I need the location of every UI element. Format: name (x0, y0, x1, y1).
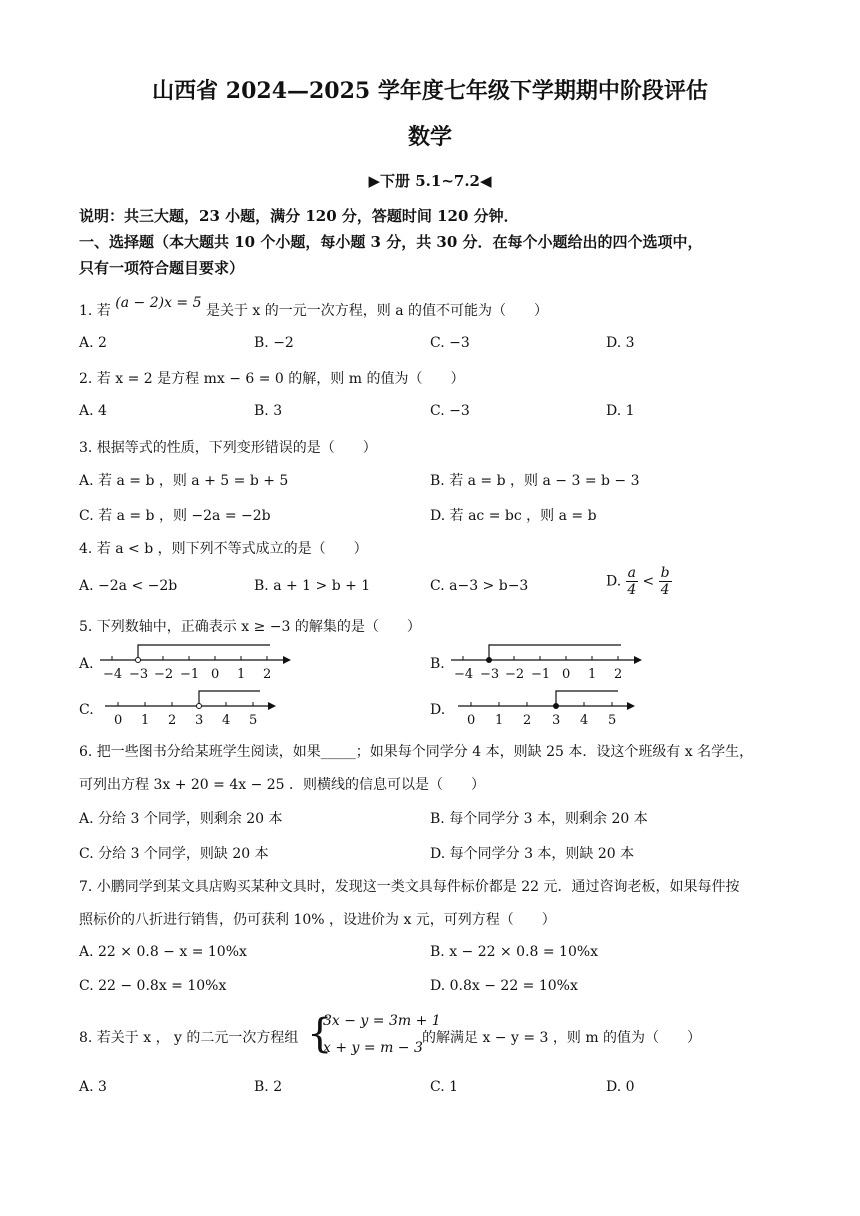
svg-text:2: 2 (614, 667, 623, 682)
q3-option-c[interactable]: C. 若 a = b ，则 −2a = −2b (79, 508, 271, 524)
instructions: 说明：共三大题，23 小题，满分 120 分，答题时间 120 分钟． (79, 207, 519, 225)
svg-text:2: 2 (523, 713, 532, 728)
svg-text:0: 0 (114, 713, 123, 728)
svg-text:0: 0 (562, 667, 571, 682)
exam-title: 山西省 2024—2025 学年度七年级下学期期中阶段评估 (152, 78, 708, 104)
q5-option-d-label[interactable]: D. (430, 702, 446, 718)
subject-title: 数学 (407, 124, 452, 150)
q5-number-line-a[interactable] (95, 640, 295, 685)
fraction-b-over-4: $\frac{b}{4}$ (660, 565, 670, 598)
svg-text:−1: −1 (180, 667, 200, 682)
q3-option-a[interactable]: A. 若 a = b ，则 a + 5 = b + 5 (79, 473, 289, 489)
svg-text:0: 0 (467, 713, 476, 728)
q3-option-d[interactable]: D. 若 ac = bc ，则 a = b (430, 508, 597, 524)
svg-text:2: 2 (263, 667, 272, 682)
q8-equation-2: x + y = m − 3 (323, 1040, 423, 1056)
q7-option-c[interactable]: C. 22 − 0.8x = 10%x (79, 978, 227, 994)
q8-option-d[interactable]: D. 0 (606, 1079, 635, 1095)
svg-text:−3: −3 (480, 667, 500, 682)
svg-text:1: 1 (588, 667, 597, 682)
q1-option-b[interactable]: B. −2 (254, 335, 294, 351)
q5-number-line-b[interactable] (446, 640, 646, 685)
section1-heading-line2: 只有一项符合题目要求） (79, 259, 245, 277)
q8-option-a[interactable]: A. 3 (79, 1079, 107, 1095)
question-8-post: 的解满足 x − y = 3 ，则 m 的值为（ ） (422, 1030, 702, 1046)
q1-option-d[interactable]: D. 3 (606, 335, 635, 351)
svg-text:1: 1 (495, 713, 504, 728)
q4-option-a[interactable]: A. −2a < −2b (79, 578, 178, 594)
scope-label: ▶下册 5.1~7.2◀ (368, 172, 492, 190)
q4-option-b[interactable]: B. a + 1 > b + 1 (254, 578, 371, 594)
section1-heading-line1: 一、选择题（本大题共 10 个小题，每小题 3 分，共 30 分．在每个小题给出的四个选项中， (79, 233, 703, 251)
question-2: 2. 若 x = 2 是方程 mx − 6 = 0 的解，则 m 的值为（ ） (79, 371, 465, 387)
question-6-line2: 可列出方程 3x + 20 = 4x − 25 ．则横线的信息可以是（ ） (79, 777, 486, 793)
q1-equation: (a − 2)x = 5 (115, 295, 202, 311)
q2-option-a[interactable]: A. 4 (79, 403, 107, 419)
svg-text:−2: −2 (154, 667, 174, 682)
svg-text:1: 1 (237, 667, 246, 682)
q4-option-c[interactable]: C. a−3 > b−3 (430, 578, 529, 594)
q7-option-a[interactable]: A. 22 × 0.8 − x = 10%x (79, 944, 247, 960)
q5-option-a-label[interactable]: A. (79, 656, 94, 672)
q7-option-b[interactable]: B. x − 22 × 0.8 = 10%x (430, 944, 599, 960)
svg-text:0: 0 (211, 667, 220, 682)
svg-text:5: 5 (608, 713, 617, 728)
q2-option-d[interactable]: D. 1 (606, 403, 635, 419)
question-6-line1: 6. 把一些图书分给某班学生阅读，如果_____；如果每个同学分 4 本，则缺 25 本．设这个班级有 x 名学生， (79, 744, 754, 760)
question-8-pre: 8. 若关于 x ， y 的二元一次方程组 (79, 1030, 299, 1046)
q6-option-b[interactable]: B. 每个同学分 3 本，则剩余 20 本 (430, 811, 648, 827)
q5-option-b-label[interactable]: B. (430, 656, 445, 672)
q8-option-c[interactable]: C. 1 (430, 1079, 459, 1095)
left-brace-icon: { (307, 1011, 333, 1057)
q1-option-a[interactable]: A. 2 (79, 335, 107, 351)
question-1: 1. 若 (a − 2)x = 5 是关于 x 的一元一次方程，则 a 的值不可能为（ ） (79, 295, 549, 319)
svg-text:−1: −1 (531, 667, 551, 682)
svg-text:4: 4 (222, 713, 231, 728)
q8-option-b[interactable]: B. 2 (254, 1079, 283, 1095)
question-7-line2: 照标价的八折进行销售，仍可获利 10% ，设进价为 x 元，可列方程（ ） (79, 912, 556, 928)
svg-text:4: 4 (580, 713, 589, 728)
svg-text:2: 2 (168, 713, 177, 728)
q6-option-d[interactable]: D. 每个同学分 3 本，则缺 20 本 (430, 846, 635, 862)
svg-text:1: 1 (141, 713, 150, 728)
question-4: 4. 若 a < b ，则下列不等式成立的是（ ） (79, 541, 368, 557)
svg-text:3: 3 (552, 713, 561, 728)
q6-option-a[interactable]: A. 分给 3 个同学，则剩余 20 本 (79, 811, 283, 827)
q5-number-line-c[interactable] (100, 686, 280, 731)
svg-text:−2: −2 (505, 667, 525, 682)
svg-text:3: 3 (195, 713, 204, 728)
q5-option-c-label[interactable]: C. (79, 702, 94, 718)
fraction-a-over-4: $\frac{a}{4}$ (627, 565, 637, 598)
question-5: 5. 下列数轴中，正确表示 x ≥ −3 的解集的是（ ） (79, 619, 421, 635)
q7-option-d[interactable]: D. 0.8x − 22 = 10%x (430, 978, 578, 994)
q2-option-b[interactable]: B. 3 (254, 403, 283, 419)
svg-text:−4: −4 (103, 667, 123, 682)
q4-option-d[interactable]: D. $\frac{a}{4}$ < $\frac{b}{4}$ (606, 565, 670, 598)
q2-option-c[interactable]: C. −3 (430, 403, 470, 419)
q6-option-c[interactable]: C. 分给 3 个同学，则缺 20 本 (79, 846, 269, 862)
svg-text:5: 5 (249, 713, 258, 728)
q8-equation-1: 3x − y = 3m + 1 (323, 1013, 441, 1029)
question-7-line1: 7. 小鹏同学到某文具店购买某种文具时，发现这一类文具每件标价都是 22 元．通过咨询老板，如果每件按 (79, 879, 740, 895)
question-3: 3. 根据等式的性质，下列变形错误的是（ ） (79, 440, 377, 456)
q1-option-c[interactable]: C. −3 (430, 335, 470, 351)
q5-number-line-d[interactable] (453, 686, 643, 731)
q3-option-b[interactable]: B. 若 a = b ，则 a − 3 = b − 3 (430, 473, 640, 489)
svg-text:−3: −3 (129, 667, 149, 682)
svg-text:−4: −4 (454, 667, 474, 682)
